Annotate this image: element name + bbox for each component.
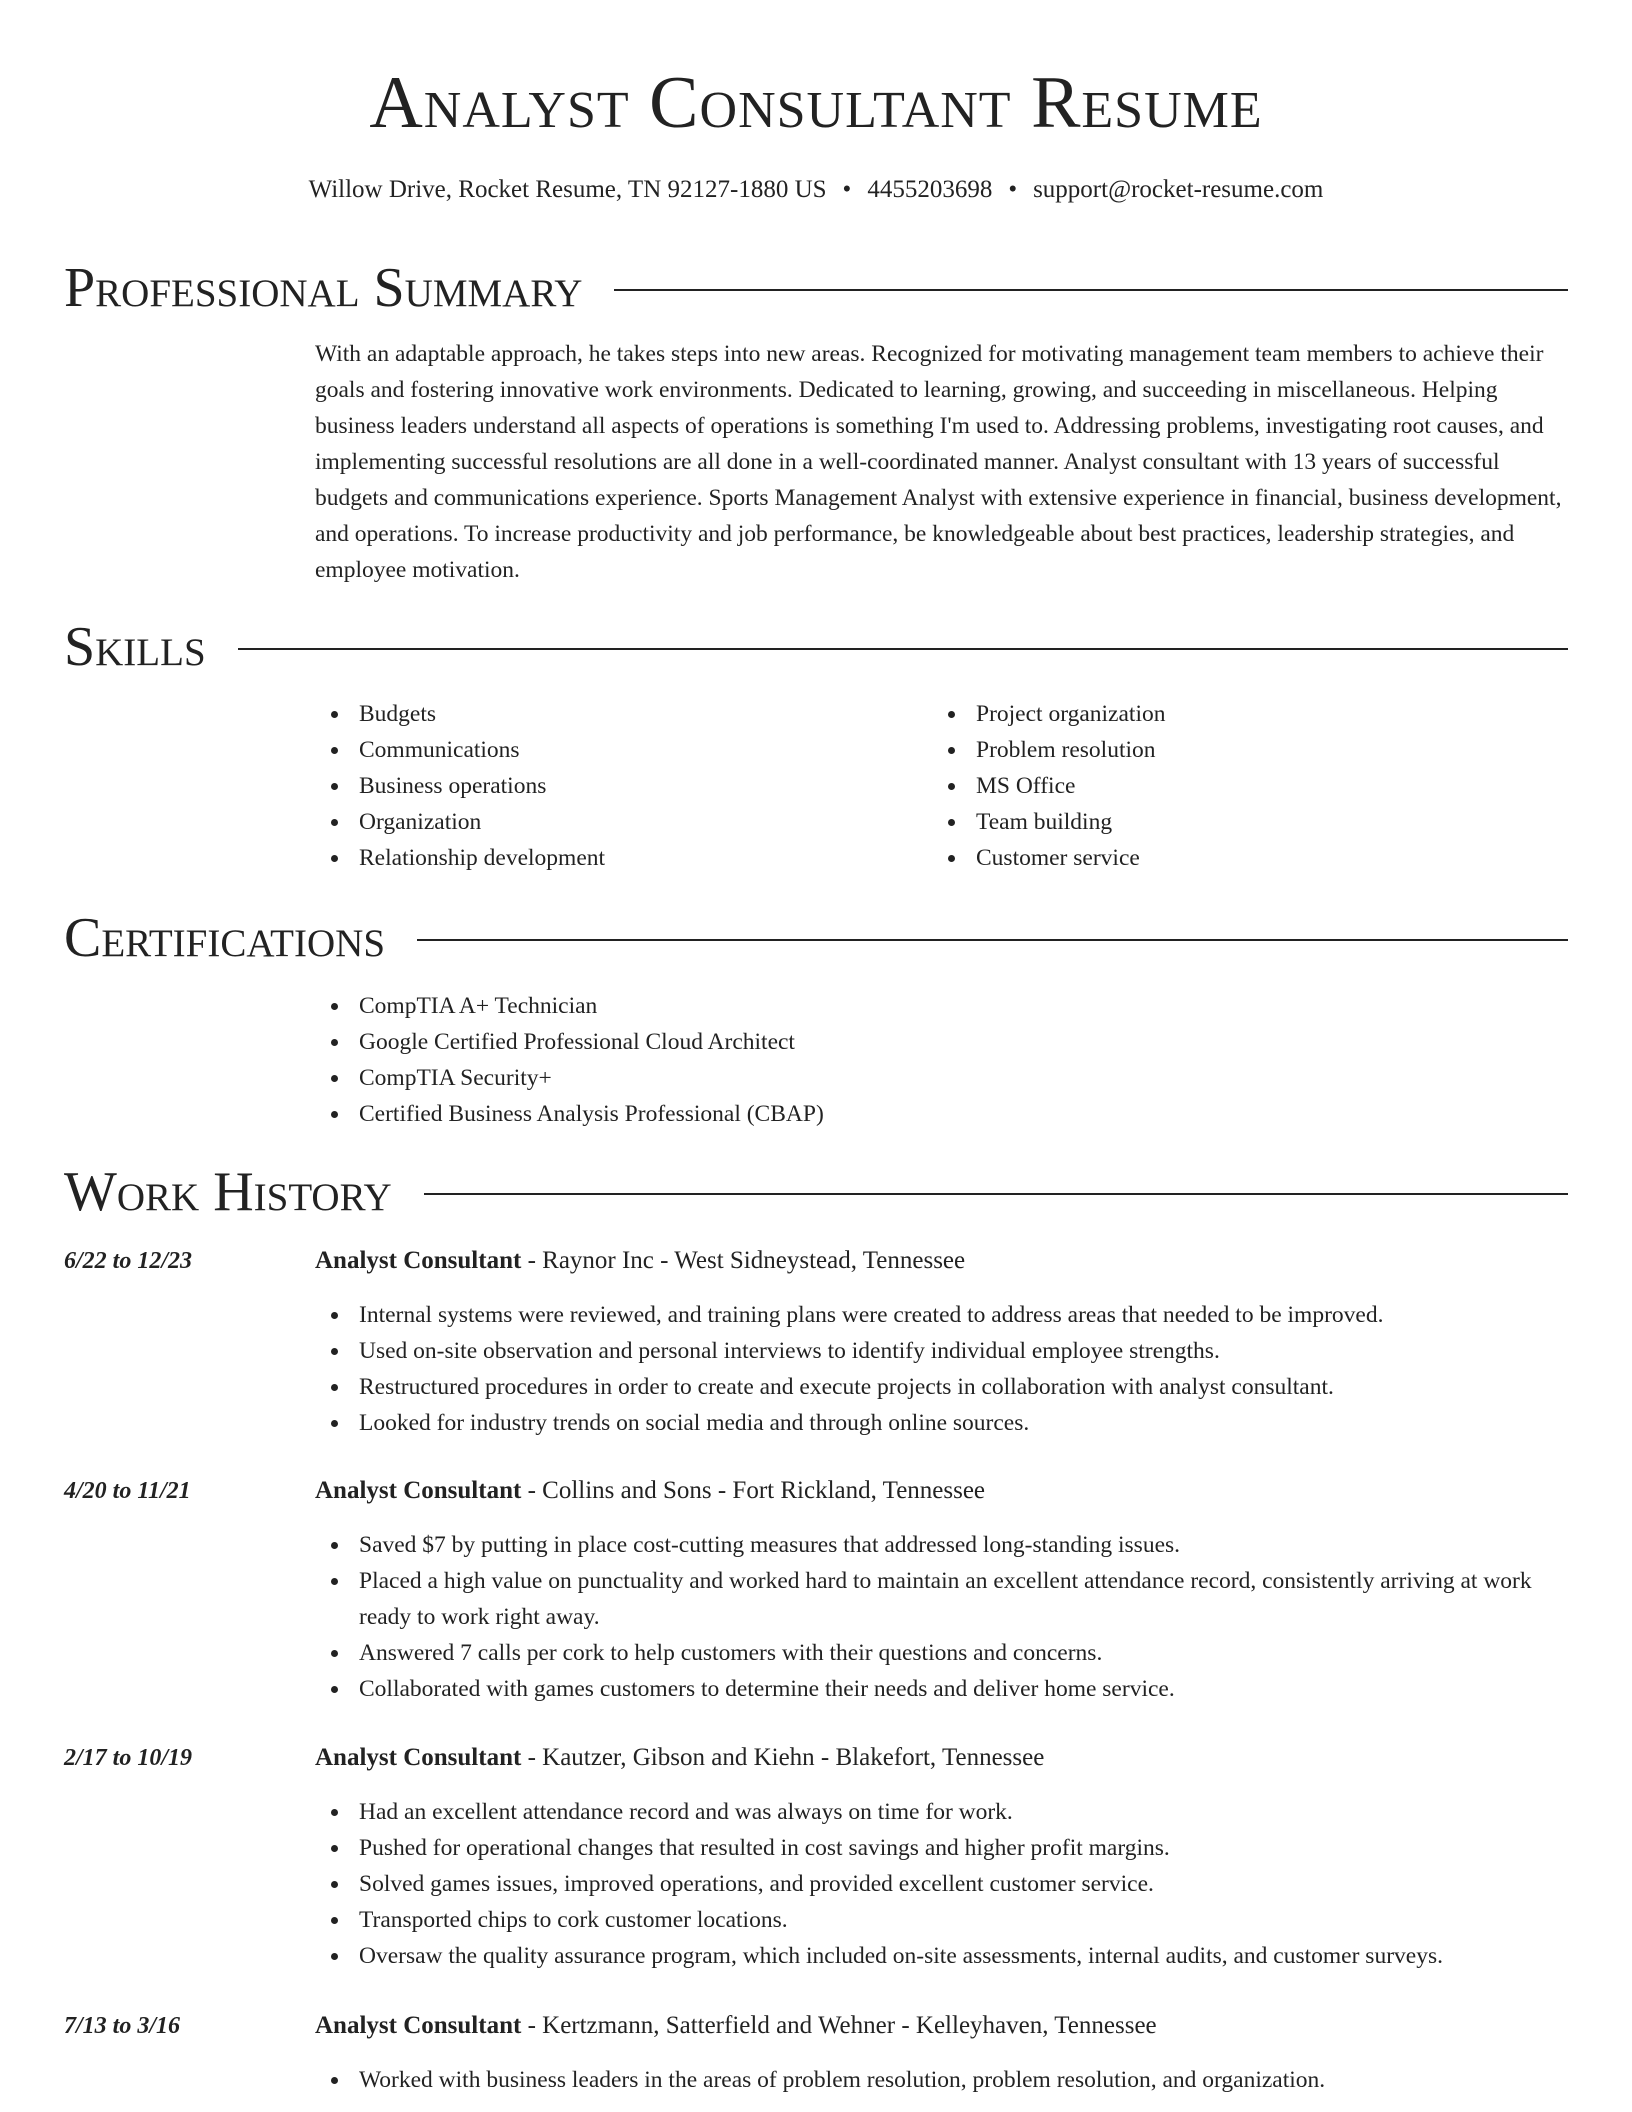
certification-item: CompTIA Security+ [315, 1060, 1575, 1096]
certification-item: CompTIA A+ Technician [315, 988, 1575, 1024]
job-dates: 2/17 to 10/19 [64, 1745, 193, 1771]
job-title: Analyst Consultant [315, 1744, 522, 1771]
section-divider [417, 939, 1568, 941]
section-header-work-history [64, 1157, 1568, 1227]
skills-list-right [932, 696, 1549, 876]
job-bullet: Used on-site observation and personal interviews to identify individual employee strengths. [315, 1333, 1568, 1369]
job-bullet: Restructured procedures in order to create and execute projects in collaboration with analyst consultant. [315, 1369, 1568, 1405]
job-title: Analyst Consultant [315, 1477, 522, 1504]
certification-item: Google Certified Professional Cloud Architect [315, 1024, 1575, 1060]
skills-body [315, 696, 1575, 876]
section-title-summary: Professional Summary [64, 257, 583, 319]
job-title-line [315, 1740, 1044, 1776]
section-divider [614, 289, 1568, 291]
job-bullet: Had an excellent attendance record and was always on time for work. [315, 1794, 1568, 1830]
skills-grid [315, 696, 1575, 876]
job-dates: 4/20 to 11/21 [64, 1478, 191, 1504]
job-company: - Kertzmann, Satterfield and Wehner - Kelleyhaven, Tennessee [521, 2012, 1157, 2039]
job-bullet: Collaborated with games customers to determine their needs and deliver home service. [315, 1671, 1568, 1707]
job-title-line [315, 1473, 985, 1509]
skill-item: MS Office [932, 768, 1549, 804]
skill-item: Team building [932, 804, 1549, 840]
section-header-summary [64, 253, 1568, 323]
summary-text: With an adaptable approach, he takes steps into new areas. Recognized for motivating management team members to achieve their goals and fostering innovative work environments. Dedicated to learning, growing, and succeeding in miscellaneous. Helping business leaders understand all aspects of operations is something I'm used to. Addressing problems, investigating root causes, and implementing successful resolutions are all done in a well-coordinated manner. Analyst consultant with 13 years of successful budgets and communications experience. Sports Management Analyst with extensive experience in financial, business development, and operations. To increase productivity and job performance, be knowledgeable about best practices, leadership strategies, and employee motivation. [315, 341, 1562, 583]
skill-item: Communications [315, 732, 932, 768]
certifications-list [315, 988, 1575, 1132]
section-title-work-history: Work History [64, 1161, 392, 1223]
skill-item: Customer service [932, 840, 1549, 876]
job-bullets [315, 2062, 1568, 2098]
section-title-certifications: Certifications [64, 907, 386, 969]
job-title: Analyst Consultant [315, 1247, 522, 1274]
contact-phone: 4455203698 [867, 176, 993, 203]
job-title-line [315, 2008, 1157, 2044]
skill-item: Relationship development [315, 840, 932, 876]
skills-list-left [315, 696, 932, 876]
job-bullet: Transported chips to cork customer locations. [315, 1902, 1568, 1938]
job-bullet: Solved games issues, improved operations, and provided excellent customer service. [315, 1866, 1568, 1902]
job-bullet: Looked for industry trends on social media and through online sources. [315, 1405, 1568, 1441]
job-bullet: Pushed for operational changes that resulted in cost savings and higher profit margins. [315, 1830, 1568, 1866]
section-header-certifications [64, 903, 1568, 973]
job-company: - Kautzer, Gibson and Kiehn - Blakefort, Tennessee [521, 1744, 1045, 1771]
contact-separator: • [1008, 176, 1018, 203]
section-title-skills: Skills [64, 616, 206, 678]
contact-line [0, 172, 1632, 208]
job-dates: 7/13 to 3/16 [64, 2013, 181, 2039]
job-bullets [315, 1297, 1568, 1441]
job-bullet: Worked with business leaders in the areas of problem resolution, problem resolution, and organization. [315, 2062, 1568, 2098]
job-title: Analyst Consultant [315, 2012, 522, 2039]
contact-email: support@rocket-resume.com [1033, 176, 1324, 203]
certifications-body [315, 988, 1575, 1132]
section-divider [238, 648, 1568, 650]
section-header-skills [64, 612, 1568, 682]
contact-separator: • [842, 176, 852, 203]
job-company: - Collins and Sons - Fort Rickland, Tennessee [521, 1477, 986, 1504]
job-company: - Raynor Inc - West Sidneystead, Tennessee [521, 1247, 966, 1274]
job-bullet: Placed a high value on punctuality and worked hard to maintain an excellent attendance record, consistently arriving at work ready to work right away. [315, 1563, 1568, 1635]
job-title-line [315, 1243, 965, 1279]
contact-address: Willow Drive, Rocket Resume, TN 92127-1880 US [308, 176, 827, 203]
section-divider [424, 1193, 1568, 1195]
job-bullet: Answered 7 calls per cork to help customers with their questions and concerns. [315, 1635, 1568, 1671]
skill-item: Project organization [932, 696, 1549, 732]
job-bullet: Oversaw the quality assurance program, which included on-site assessments, internal audits, and customer surveys. [315, 1938, 1568, 1974]
job-bullets [315, 1794, 1568, 1974]
job-bullet: Saved $7 by putting in place cost-cutting measures that addressed long-standing issues. [315, 1527, 1568, 1563]
summary-body [315, 336, 1575, 588]
skill-item: Budgets [315, 696, 932, 732]
skill-item: Problem resolution [932, 732, 1549, 768]
certification-item: Certified Business Analysis Professional (CBAP) [315, 1096, 1575, 1132]
resume-title: Analyst Consultant Resume [369, 62, 1263, 144]
job-dates: 6/22 to 12/23 [64, 1248, 193, 1274]
skill-item: Business operations [315, 768, 932, 804]
job-bullets [315, 1527, 1568, 1707]
skill-item: Organization [315, 804, 932, 840]
job-bullet: Internal systems were reviewed, and training plans were created to address areas that needed to be improved. [315, 1297, 1568, 1333]
